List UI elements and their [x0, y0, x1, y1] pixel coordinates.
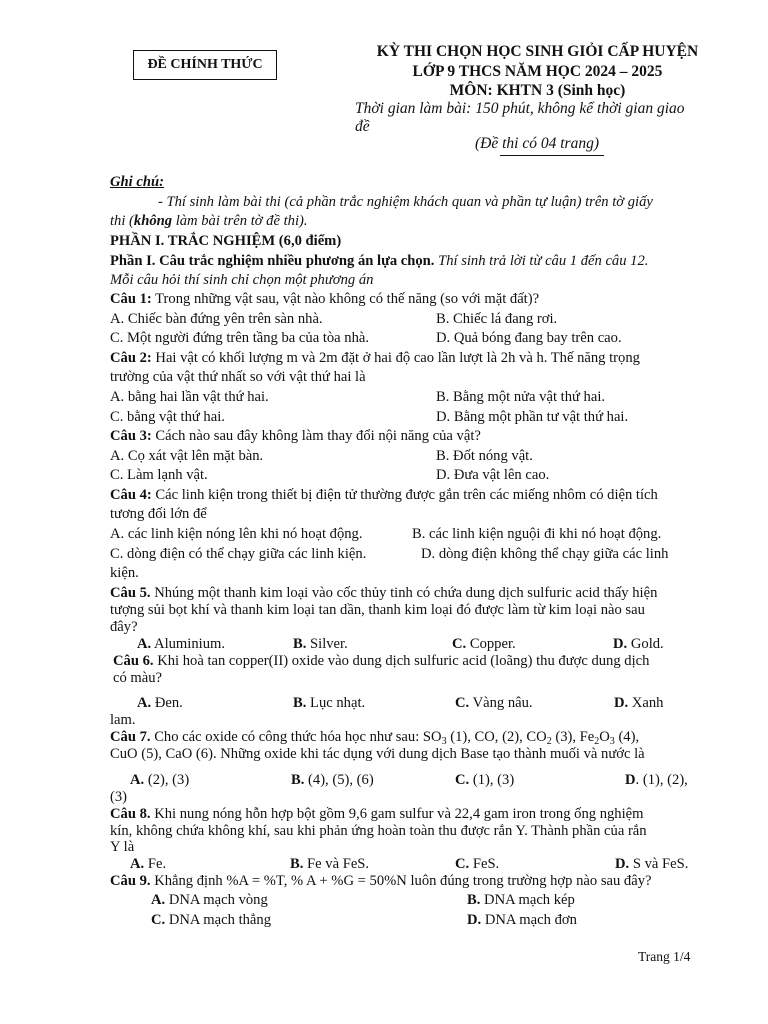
question-text: Nhúng một thanh kim loại vào cốc thủy tinh có chứa dung dịch sulfuric acid thấy hiện	[150, 585, 658, 601]
question-label: Câu 8.	[110, 806, 151, 822]
question-label: Câu 9.	[110, 873, 151, 889]
option-letter: A.	[130, 772, 145, 788]
option-letter: C.	[452, 636, 467, 652]
note-line-2	[110, 212, 694, 232]
option-letter: B.	[293, 695, 307, 711]
option-letter: D.	[614, 695, 629, 711]
question-text: (3), Fe	[551, 729, 595, 745]
question-5-cont: tượng sủi bọt khí và thanh kim loại tan dần, thanh kim loại đó được làm từ kim loại nào sau	[110, 602, 645, 618]
note-line-1: - Thí sinh làm bài thi (cả phần trắc nghiệm khách quan và phần tự luận) trên tờ giấy	[158, 194, 653, 210]
q4-option-d: D. dòng điện không thể chạy giữa các linh	[421, 546, 669, 562]
page-number: Trang 1/4	[638, 949, 691, 964]
option-letter: C.	[455, 695, 470, 711]
q6-option-a	[137, 694, 183, 714]
q9-option-c	[151, 911, 271, 931]
q1-option-d: D. Quả bóng đang bay trên cao.	[436, 330, 622, 346]
pages-note-underline	[500, 155, 604, 156]
q9-option-b	[467, 891, 575, 911]
q2-option-b: B. Bằng một nửa vật thứ hai.	[436, 389, 606, 405]
option-letter: C.	[455, 856, 470, 872]
option-text: DNA mạch kép	[480, 892, 575, 908]
question-7-cont: CuO (5), CaO (6). Những oxide khi tác dụng với dung dịch Base tạo thành muối và nước là	[110, 746, 645, 762]
option-text: Đen.	[151, 695, 183, 711]
option-letter: C.	[455, 772, 470, 788]
q7-option-b	[291, 771, 374, 791]
option-text: S và FeS.	[629, 856, 689, 872]
q9-option-a	[151, 891, 268, 911]
option-text: (1), (3)	[469, 772, 515, 788]
exam-time-cont: đề	[355, 118, 370, 135]
question-text: Cách nào sau đây không làm thay đổi nội năng của vật?	[151, 428, 481, 444]
option-letter: B.	[467, 892, 481, 908]
question-text: Khẳng định %A = %T, % A + %G = 50%N luôn đúng trong trường hợp nào sau đây?	[150, 873, 652, 889]
exam-grade-year: LỚP 9 THCS NĂM HỌC 2024 – 2025	[412, 63, 663, 80]
question-3	[110, 427, 694, 447]
option-letter: A.	[137, 636, 152, 652]
question-text: O	[599, 729, 610, 745]
question-5-cont-2: đây?	[110, 619, 138, 635]
part1-instruction	[110, 252, 694, 272]
option-text: Xanh	[628, 695, 664, 711]
exam-subject: MÔN: KHTN 3 (Sinh học)	[449, 82, 626, 99]
question-1	[110, 290, 694, 310]
option-text: Vàng nâu.	[469, 695, 533, 711]
question-text: Cho các oxide có công thức hóa học như sau: SO	[150, 729, 442, 745]
option-text: DNA mạch thẳng	[165, 912, 271, 928]
option-text: FeS.	[469, 856, 500, 872]
q9-option-d	[467, 911, 577, 931]
question-4	[110, 486, 694, 506]
option-text: Silver.	[306, 636, 348, 652]
note-emphasis: không	[133, 213, 173, 229]
option-letter: D.	[613, 636, 628, 652]
question-label: Câu 2:	[110, 350, 152, 366]
question-text: (4),	[614, 729, 640, 745]
question-text: Trong những vật sau, vật nào không có thế năng (so với mặt đất)?	[151, 291, 540, 307]
q2-option-c: C. bằng vật thứ hai.	[110, 409, 225, 425]
q2-option-a: A. bằng hai lần vật thứ hai.	[110, 389, 269, 405]
q3-option-b: B. Đốt nóng vật.	[436, 448, 533, 464]
question-2	[110, 349, 694, 369]
option-text: Copper.	[466, 636, 516, 652]
exam-time: Thời gian làm bài: 150 phút, không kể thời gian giao	[355, 100, 685, 117]
q4-option-c: C. dòng điện có thể chạy giữa các linh kiện.	[110, 546, 367, 562]
official-exam-label: ĐỀ CHÍNH THỨC	[133, 50, 277, 80]
note-text-end: làm bài trên tờ đề thi).	[172, 213, 308, 229]
subscript: 2	[594, 736, 600, 747]
option-letter: D.	[615, 856, 630, 872]
q7-option-c	[455, 771, 514, 791]
part1-heading: PHẦN I. TRẮC NGHIỆM (6,0 điểm)	[110, 233, 342, 249]
exam-title: KỲ THI CHỌN HỌC SINH GIỎI CẤP HUYỆN	[376, 43, 699, 60]
question-8-cont-2: Y là	[110, 839, 135, 855]
part1-sub-italic: Thí sinh trả lời từ câu 1 đến câu 12.	[434, 253, 649, 269]
question-label: Câu 5.	[110, 585, 151, 601]
q1-option-c: C. Một người đứng trên tầng ba của tòa nhà.	[110, 330, 370, 346]
option-text: Gold.	[627, 636, 664, 652]
option-letter: A.	[151, 892, 166, 908]
q4-option-d-cont: kiện.	[110, 565, 139, 581]
option-text: (2), (3)	[144, 772, 190, 788]
pages-note: (Đề thi có 04 trang)	[475, 135, 599, 152]
q6-option-d-cont: lam.	[110, 712, 136, 728]
q6-option-d	[614, 694, 663, 714]
question-label: Câu 7.	[110, 729, 151, 745]
q1-option-b: B. Chiếc lá đang rơi.	[436, 311, 558, 327]
option-text: Fe và FeS.	[303, 856, 370, 872]
subscript: 3	[441, 736, 447, 747]
q6-option-b	[293, 694, 365, 714]
note-label: Ghi chú:	[110, 174, 164, 190]
subscript: 3	[609, 736, 615, 747]
note-text: thi (	[110, 213, 134, 229]
option-text: . (1), (2),	[635, 772, 688, 788]
option-text: Lục nhạt.	[306, 695, 366, 711]
q2-option-d: D. Bằng một phần tư vật thứ hai.	[436, 409, 629, 425]
question-text: Khi nung nóng hỗn hợp bột gồm 9,6 gam sulfur và 22,4 gam iron trong ống nghiệm	[150, 806, 644, 822]
q6-option-c	[455, 694, 533, 714]
q1-option-a: A. Chiếc bàn đứng yên trên sàn nhà.	[110, 311, 323, 327]
option-letter: B.	[291, 772, 305, 788]
option-letter: B.	[290, 856, 304, 872]
q3-option-a: A. Cọ xát vật lên mặt bàn.	[110, 448, 264, 464]
subscript: 2	[546, 736, 552, 747]
q7-option-d-cont: (3)	[110, 789, 128, 805]
q7-option-d	[625, 771, 688, 791]
option-letter: D	[625, 772, 636, 788]
option-text: (4), (5), (6)	[304, 772, 374, 788]
q4-option-b: B. các linh kiện nguội đi khi nó hoạt động.	[412, 526, 662, 542]
option-text: Aluminium.	[151, 636, 225, 652]
question-label: Câu 3:	[110, 428, 152, 444]
question-text: (1), CO, (2), CO	[446, 729, 547, 745]
question-6-cont: có màu?	[113, 670, 163, 686]
part1-instruction-2: Mỗi câu hỏi thí sinh chỉ chọn một phương án	[110, 272, 374, 288]
option-text: DNA mạch vòng	[165, 892, 268, 908]
question-label: Câu 1:	[110, 291, 152, 307]
q3-option-c: C. Làm lạnh vật.	[110, 467, 208, 483]
q7-option-a	[130, 771, 189, 791]
question-9	[110, 872, 694, 892]
q3-option-d: D. Đưa vật lên cao.	[436, 467, 550, 483]
part1-sub-bold: Phần I. Câu trắc nghiệm nhiều phương án lựa chọn.	[110, 253, 435, 269]
option-text: DNA mạch đơn	[481, 912, 577, 928]
question-text: Các linh kiện trong thiết bị điện tử thường được gắn trên các miếng nhôm có diện tích	[151, 487, 658, 503]
question-label: Câu 4:	[110, 487, 152, 503]
option-letter: D.	[467, 912, 482, 928]
question-4-cont: tương đối lớn để	[110, 506, 207, 522]
option-letter: C.	[151, 912, 166, 928]
question-text: Hai vật có khối lượng m và 2m đặt ở hai độ cao lần lượt là 2h và h. Thế năng trọng	[151, 350, 640, 366]
question-8-cont: kín, không chứa không khí, sau khi phản ứng hoàn toàn thu được rắn Y. Thành phần của rắn	[110, 823, 647, 839]
question-2-cont: trường của vật thứ nhất so với vật thứ hai là	[110, 369, 366, 385]
question-label: Câu 6.	[113, 653, 154, 669]
option-letter: A.	[130, 856, 145, 872]
question-text: Khi hoà tan copper(II) oxide vào dung dịch sulfuric acid (loãng) thu được dung dịch	[153, 653, 650, 669]
option-letter: A.	[137, 695, 152, 711]
option-letter: B.	[293, 636, 307, 652]
q4-option-a: A. các linh kiện nóng lên khi nó hoạt động.	[110, 526, 363, 542]
option-text: Fe.	[144, 856, 167, 872]
note-label-line	[110, 173, 694, 193]
